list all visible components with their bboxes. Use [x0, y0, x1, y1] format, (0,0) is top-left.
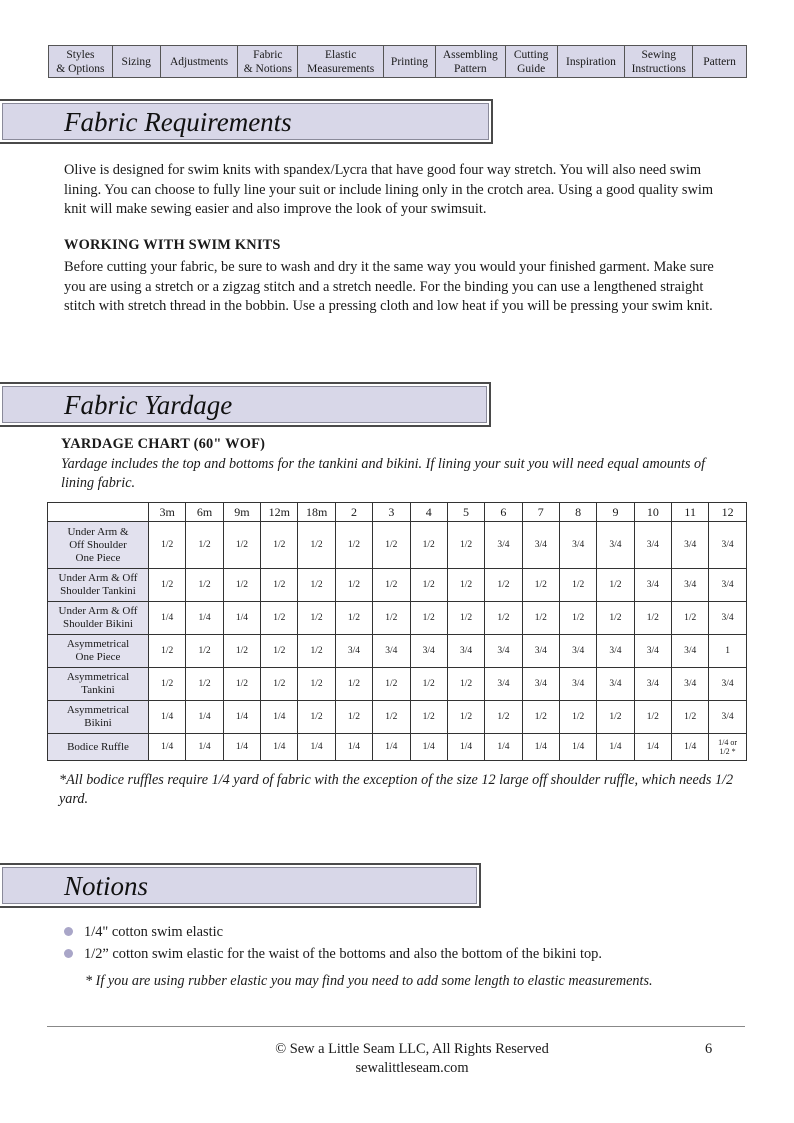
- yardage-cell: 3/4: [559, 668, 596, 701]
- yardage-cell: 1/2: [485, 569, 522, 602]
- yardage-cell: 1/2: [335, 569, 372, 602]
- style-row-label: Under Arm & Off Shoulder Tankini: [48, 569, 149, 602]
- yardage-cell: 1/4: [559, 734, 596, 761]
- yardage-cell: 3/4: [672, 569, 709, 602]
- list-item: [64, 943, 602, 965]
- yardage-cell: 1/4: [672, 734, 709, 761]
- table-corner-cell: [48, 503, 149, 522]
- style-row-label: Under Arm & Off Shoulder One Piece: [48, 522, 149, 569]
- yardage-cell: 1/4: [373, 734, 410, 761]
- bodice-ruffle-footnote: *All bodice ruffles require 1/4 yard of fabric with the exception of the size 12 large off shoulder ruffle, which needs 1/2 yard.: [59, 772, 734, 807]
- nav-tab-fabric-notions[interactable]: Fabric & Notions: [238, 46, 298, 77]
- yardage-cell: 1/2: [410, 569, 447, 602]
- size-header: 12m: [261, 503, 298, 522]
- yardage-cell: 1/2: [298, 602, 335, 635]
- yardage-cell: 3/4: [410, 635, 447, 668]
- yardage-cell: 1/2: [261, 602, 298, 635]
- yardage-cell: 1/2: [634, 701, 671, 734]
- yardage-cell: 1/2: [335, 668, 372, 701]
- yardage-table: [47, 502, 747, 761]
- notions-list: [64, 921, 602, 965]
- yardage-cell: 1/2: [597, 569, 634, 602]
- style-row-label: Asymmetrical Bikini: [48, 701, 149, 734]
- style-row-label: Asymmetrical One Piece: [48, 635, 149, 668]
- yardage-cell: 1/2: [373, 668, 410, 701]
- size-header: 9m: [223, 503, 260, 522]
- table-row: [48, 734, 747, 761]
- nav-tab-styles-options[interactable]: Styles & Options: [49, 46, 113, 77]
- yardage-cell: 1/2: [410, 522, 447, 569]
- list-item: [64, 921, 602, 943]
- yardage-cell: 1/2: [559, 701, 596, 734]
- yardage-cell: 3/4: [597, 668, 634, 701]
- yardage-cell: 1/2: [634, 602, 671, 635]
- notion-text: 1/2” cotton swim elastic for the waist of the bottoms and also the bottom of the bikini top.: [84, 946, 602, 962]
- yardage-cell: 1/2: [261, 635, 298, 668]
- size-header: 12: [709, 503, 746, 522]
- yardage-cell: 3/4: [634, 635, 671, 668]
- footer-divider: [47, 1026, 745, 1027]
- yardage-cell: 3/4: [634, 522, 671, 569]
- yardage-cell: 1/2: [223, 668, 260, 701]
- yardage-cell: 3/4: [485, 668, 522, 701]
- yardage-cell: 3/4: [672, 522, 709, 569]
- size-header: 7: [522, 503, 559, 522]
- yardage-cell: 1/2: [298, 569, 335, 602]
- nav-tab-sewing-instructions[interactable]: Sewing Instructions: [625, 46, 693, 77]
- yardage-cell: 3/4: [709, 701, 746, 734]
- yardage-cell: 1/2: [410, 701, 447, 734]
- footer-copyright: © Sew a Little Seam LLC, All Rights Reserved: [275, 1041, 549, 1057]
- size-header: 9: [597, 503, 634, 522]
- yardage-cell: 3/4: [485, 522, 522, 569]
- yardage-cell: 1/2: [298, 635, 335, 668]
- size-header: 6: [485, 503, 522, 522]
- yardage-cell: 3/4: [522, 668, 559, 701]
- yardage-cell: 1/2: [298, 668, 335, 701]
- yardage-cell: 1/4: [149, 602, 186, 635]
- yardage-cell: 1/2: [186, 569, 223, 602]
- yardage-cell: 3/4: [522, 522, 559, 569]
- nav-tab-elastic-measurements[interactable]: Elastic Measurements: [298, 46, 384, 77]
- yardage-cell: 1/2: [447, 668, 484, 701]
- yardage-cell: 1/4 or 1/2 *: [709, 734, 746, 761]
- yardage-cell: 1/4: [335, 734, 372, 761]
- yardage-cell: 1/2: [149, 569, 186, 602]
- table-row: [48, 569, 747, 602]
- elastic-note: * If you are using rubber elastic you may find you need to add some length to elastic measurements.: [85, 973, 653, 989]
- yardage-cell: 1/4: [447, 734, 484, 761]
- size-header: 18m: [298, 503, 335, 522]
- yardage-cell: 1/2: [149, 668, 186, 701]
- yardage-cell: 1/2: [335, 522, 372, 569]
- yardage-cell: 1/4: [485, 734, 522, 761]
- fabric-yardage-title: Fabric Yardage: [64, 390, 233, 420]
- nav-tab-adjustments[interactable]: Adjustments: [161, 46, 239, 77]
- yardage-cell: 1/2: [522, 701, 559, 734]
- yardage-cell: 3/4: [597, 635, 634, 668]
- table-row: [48, 668, 747, 701]
- yardage-cell: 3/4: [672, 668, 709, 701]
- yardage-cell: 1/4: [597, 734, 634, 761]
- nav-tab-cutting-guide[interactable]: Cutting Guide: [506, 46, 558, 77]
- yardage-cell: 1/4: [223, 701, 260, 734]
- yardage-cell: 1/4: [261, 701, 298, 734]
- yardage-cell: 1/2: [149, 635, 186, 668]
- yardage-cell: 1/2: [597, 701, 634, 734]
- yardage-cell: 3/4: [559, 635, 596, 668]
- yardage-cell: 1/2: [298, 701, 335, 734]
- yardage-cell: 3/4: [447, 635, 484, 668]
- yardage-cell: 1/2: [447, 569, 484, 602]
- bullet-icon: [64, 927, 73, 936]
- yardage-cell: 3/4: [559, 522, 596, 569]
- yardage-cell: 1/4: [186, 701, 223, 734]
- yardage-cell: 1/2: [186, 668, 223, 701]
- size-header: 3m: [149, 503, 186, 522]
- yardage-cell: 1/2: [559, 602, 596, 635]
- yardage-cell: 1/2: [410, 668, 447, 701]
- yardage-cell: 3/4: [522, 635, 559, 668]
- yardage-cell: 1/2: [261, 569, 298, 602]
- yardage-cell: 1/4: [186, 602, 223, 635]
- yardage-cell: 3/4: [709, 569, 746, 602]
- yardage-cell: 1/2: [223, 522, 260, 569]
- yardage-cell: 1/2: [186, 635, 223, 668]
- yardage-cell: 1/4: [522, 734, 559, 761]
- swim-knits-paragraph: Before cutting your fabric, be sure to wash and dry it the same way you would your finished garment. Make sure you are using a stretch or a zigzag stitch and a stretch needle. For the binding you can use a lengthened straight stitch with stretch thread in the bobbin. Use a pressing cloth and low heat if you will be pressing your swim knit.: [64, 259, 714, 314]
- fabric-requirements-title: Fabric Requirements: [64, 107, 292, 137]
- yardage-cell: 3/4: [634, 569, 671, 602]
- bullet-icon: [64, 949, 73, 958]
- fabric-yardage-header: [0, 382, 491, 427]
- yardage-cell: 1/2: [373, 701, 410, 734]
- nav-tab-printing[interactable]: Printing: [384, 46, 436, 77]
- yardage-cell: 1/4: [298, 734, 335, 761]
- yardage-chart-note: Yardage includes the top and bottoms for the tankini and bikini. If lining your suit you will need equal amounts of lining fabric.: [61, 456, 706, 491]
- notions-header: [0, 863, 481, 908]
- table-row: [48, 701, 747, 734]
- yardage-cell: 1/4: [223, 734, 260, 761]
- nav-tab-inspiration[interactable]: Inspiration: [558, 46, 626, 77]
- size-header: 6m: [186, 503, 223, 522]
- style-row-label: Asymmetrical Tankini: [48, 668, 149, 701]
- nav-tab-pattern[interactable]: Pattern: [703, 55, 736, 68]
- yardage-cell: 1/2: [597, 602, 634, 635]
- yardage-cell: 1/2: [672, 602, 709, 635]
- yardage-cell: 1/2: [373, 569, 410, 602]
- size-header: 11: [672, 503, 709, 522]
- table-row: [48, 522, 747, 569]
- yardage-cell: 3/4: [709, 602, 746, 635]
- yardage-cell: 3/4: [335, 635, 372, 668]
- yardage-cell: 1/2: [223, 569, 260, 602]
- yardage-cell: 1/2: [373, 602, 410, 635]
- yardage-cell: 1/2: [149, 522, 186, 569]
- yardage-chart-heading: YARDAGE CHART (60" WOF): [61, 436, 266, 452]
- yardage-cell: 1/2: [186, 522, 223, 569]
- notion-text: 1/4" cotton swim elastic: [84, 924, 223, 940]
- yardage-cell: 1/2: [485, 602, 522, 635]
- yardage-cell: 1/2: [447, 602, 484, 635]
- yardage-cell: 1/2: [223, 635, 260, 668]
- nav-tab-sizing[interactable]: Sizing: [113, 46, 161, 77]
- yardage-cell: 1/2: [447, 701, 484, 734]
- yardage-cell: 3/4: [634, 668, 671, 701]
- yardage-cell: 1/2: [410, 602, 447, 635]
- table-row: [48, 602, 747, 635]
- yardage-cell: 3/4: [485, 635, 522, 668]
- yardage-cell: 1/2: [261, 522, 298, 569]
- yardage-cell: 1/2: [298, 522, 335, 569]
- fabric-requirements-header: [0, 99, 493, 144]
- page-number: 6: [705, 1041, 713, 1057]
- yardage-cell: 1/2: [485, 701, 522, 734]
- yardage-cell: 3/4: [709, 522, 746, 569]
- yardage-cell: 1/4: [186, 734, 223, 761]
- yardage-cell: 3/4: [373, 635, 410, 668]
- yardage-cell: 1/2: [522, 569, 559, 602]
- yardage-cell: 1/2: [335, 602, 372, 635]
- footer-website: sewalittleseam.com: [355, 1060, 469, 1076]
- fabric-intro-paragraph: Olive is designed for swim knits with spandex/Lycra that have good four way stretch. You will also need swim lining. You can choose to fully line your suit or include lining only in the crotch area. Using a good quality swim knit will make sewing easier and also improve the look of your swimsuit.: [64, 162, 714, 217]
- yardage-cell: 1/2: [672, 701, 709, 734]
- style-row-label: Bodice Ruffle: [48, 734, 149, 761]
- size-header: 5: [447, 503, 484, 522]
- nav-tab-assembling-pattern[interactable]: Assembling Pattern: [436, 46, 506, 77]
- yardage-cell: 1/2: [447, 522, 484, 569]
- yardage-cell: 3/4: [709, 668, 746, 701]
- section-nav-bar: [48, 45, 747, 78]
- size-header: 2: [335, 503, 372, 522]
- yardage-cell: 1/4: [410, 734, 447, 761]
- yardage-cell: 1/4: [261, 734, 298, 761]
- notions-title: Notions: [64, 871, 149, 901]
- yardage-cell: 1/2: [335, 701, 372, 734]
- yardage-cell: 1/4: [149, 701, 186, 734]
- yardage-cell: 3/4: [672, 635, 709, 668]
- yardage-cell: 1/4: [634, 734, 671, 761]
- size-header: 10: [634, 503, 671, 522]
- table-row: [48, 635, 747, 668]
- yardage-cell: 1/2: [559, 569, 596, 602]
- yardage-table-header-row: [48, 503, 747, 522]
- yardage-cell: 1/2: [522, 602, 559, 635]
- yardage-cell: 1/4: [149, 734, 186, 761]
- yardage-cell: 3/4: [597, 522, 634, 569]
- yardage-cell: 1: [709, 635, 746, 668]
- style-row-label: Under Arm & Off Shoulder Bikini: [48, 602, 149, 635]
- size-header: 3: [373, 503, 410, 522]
- size-header: 4: [410, 503, 447, 522]
- yardage-cell: 1/2: [373, 522, 410, 569]
- yardage-cell: 1/4: [223, 602, 260, 635]
- size-header: 8: [559, 503, 596, 522]
- swim-knits-heading: WORKING WITH SWIM KNITS: [64, 237, 281, 253]
- yardage-cell: 1/2: [261, 668, 298, 701]
